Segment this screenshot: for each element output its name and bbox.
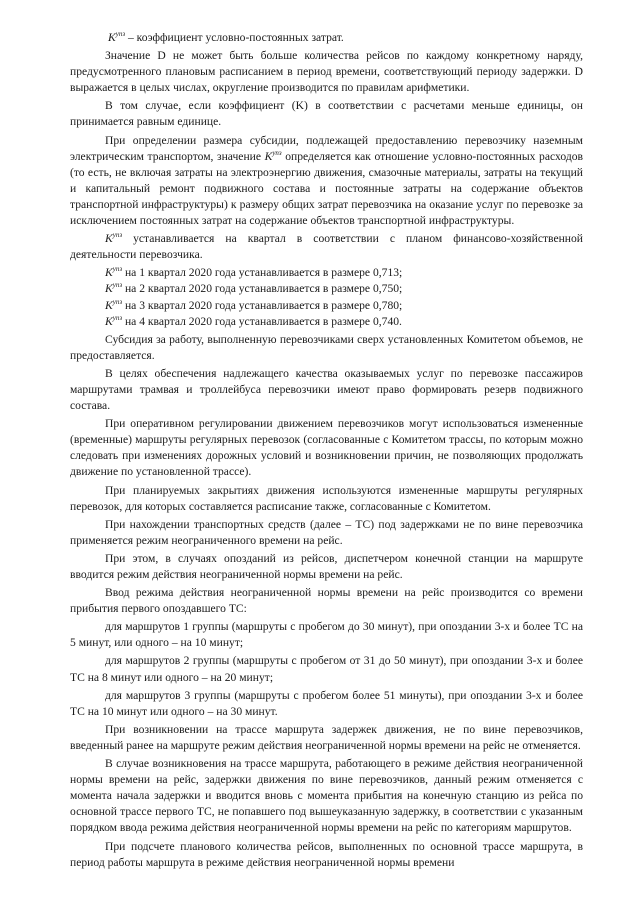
quarter-4-value: $K^{упз}$ на 4 квартал 2020 года устанавливается в размере 0,740.: [105, 313, 402, 328]
paragraph-kvar-definition: $K^{упз}$ – коэффициент условно-постоянных затрат.: [108, 30, 344, 44]
paragraph-extra-work: Субсидия за работу, выполненную перевозчиками сверх установленных Комитетом объемов, не предоставляется.: [70, 332, 583, 362]
quarter-1-value: $K^{упз}$ на 1 квартал 2020 года устанавливается в размере 0,713;: [105, 265, 403, 280]
kvar-symbol: $K^{упз}$: [105, 231, 123, 246]
kvar-symbol: $K^{упз}$: [105, 281, 123, 296]
paragraph-group-1: для маршрутов 1 группы (маршруты с пробегом до 30 минут), при опоздании 3-х и более ТС на 5 минут, или одного – на 10 минут;: [70, 620, 583, 650]
paragraph-k-coefficient: В том случае, если коэффициент (K) в соответствии с расчетами меньше единицы, он принимается равным единице.: [70, 99, 583, 129]
paragraph-kvar-quarterly: $K^{упз}$ устанавливается на квартал в соответствии с планом финансово-хозяйственной деятельности перевозчика.: [70, 231, 583, 262]
quarter-2-value: $K^{упз}$ на 2 квартал 2020 года устанавливается в размере 0,750;: [105, 281, 403, 296]
paragraph-d-value: Значение D не может быть больше количества рейсов по каждому конкретному наряду, предусмотренного плановым расписанием в период времени, соответствующий периоду задержки. D выражается в целых числах, округление производится по правилам арифметики.: [70, 49, 583, 95]
paragraph-planned-count: При подсчете планового количества рейсов, выполненных по основной трассе маршрута, в период работы маршрута в режиме действия неограниченной нормы времени: [70, 839, 583, 869]
paragraph-dispatcher: При этом, в случаях опозданий из рейсов, диспетчером конечной станции на маршруте вводится режим действия неограниченной нормы времени на рейс.: [70, 551, 583, 581]
paragraph-group-2: для маршрутов 2 группы (маршруты с пробегом от 31 до 50 минут), при опоздании 3-х и более ТС на 8 минут или одного – на 20 минут;: [70, 654, 583, 684]
paragraph-not-cancelled: При возникновении на трассе маршрута задержек движения, не по вине перевозчиков, введенный ранее на маршруте режим действия неограниченной нормы времени на рейс не отменяется.: [70, 722, 583, 752]
kvar-symbol: $K^{упз}$: [264, 148, 282, 163]
paragraph-operational-regulation: При оперативном регулировании движением перевозчиков могут использоваться измененные (временные) маршруты регулярных перевозок (согласованные с Комитетом трассы, по которым можно следовать при изменениях дорожных условий и возникновении причин, не позволяющих продолжать движение по установленной трассе).: [70, 417, 583, 479]
paragraph-carrier-fault: В случае возникновения на трассе маршрута, работающего в режиме действия неограниченной нормы времени на рейс, задержки движения по вине перевозчиков, данный режим отменяется с момента начала задержки и вводится вновь с момента прибытия на конечную станцию из рейса по основной трассе первого ТС, не попавшего под вышеуказанную задержку, в соответствии с указанным порядком ввода режима действия неограниченной нормы времени на рейс по категориям маршрутов.: [70, 757, 583, 835]
paragraph-group-3: для маршрутов 3 группы (маршруты с пробегом более 51 минуты), при опоздании 3-х и более ТС на 10 минут или одного – на 30 минут.: [70, 688, 583, 718]
paragraph-regime-start: Ввод режима действия неограниченной нормы времени на рейс производится со времени прибытия первого опоздавшего ТС:: [70, 586, 583, 616]
paragraph-delays: При нахождении транспортных средств (далее – ТС) под задержками не по вине перевозчика применяется режим неограниченного времени на рейс.: [70, 517, 583, 547]
kvar-symbol: $K^{упз}$: [108, 30, 126, 44]
quarter-3-value: $K^{упз}$ на 3 квартал 2020 года устанавливается в размере 0,780;: [105, 297, 403, 312]
kvar-symbol: $K^{упз}$: [105, 265, 123, 280]
paragraph-reserve: В целях обеспечения надлежащего качества оказываемых услуг по перевозке пассажиров маршрутами трамвая и троллейбуса перевозчики имеют право формировать резерв подвижного состава.: [70, 366, 583, 413]
paragraph-subsidy-definition: При определении размера субсидии, подлежащей предоставлению перевозчику наземным электрическим транспортом, значение $K^{упз}$ определяется как отношение условно-постоянных расходов (то есть, не включая затраты на электроэнергию движения, смазочные материалы, затраты на текущий и капитальный ремонт подвижного состава и постоянные затраты на содержание объектов транспортной инфраструктуры) к размеру общих затрат перевозчика на оказание услуг по перевозке за исключением постоянных затрат на содержание объектов транспортной инфраструктуры.: [70, 133, 583, 228]
paragraph-planned-closures: При планируемых закрытиях движения используются измененные маршруты регулярных перевозок, для которых составляется расписание также, согласованные с Комитетом.: [70, 483, 583, 513]
kvar-symbol: $K^{упз}$: [105, 313, 123, 328]
kvar-symbol: $K^{упз}$: [105, 297, 123, 312]
